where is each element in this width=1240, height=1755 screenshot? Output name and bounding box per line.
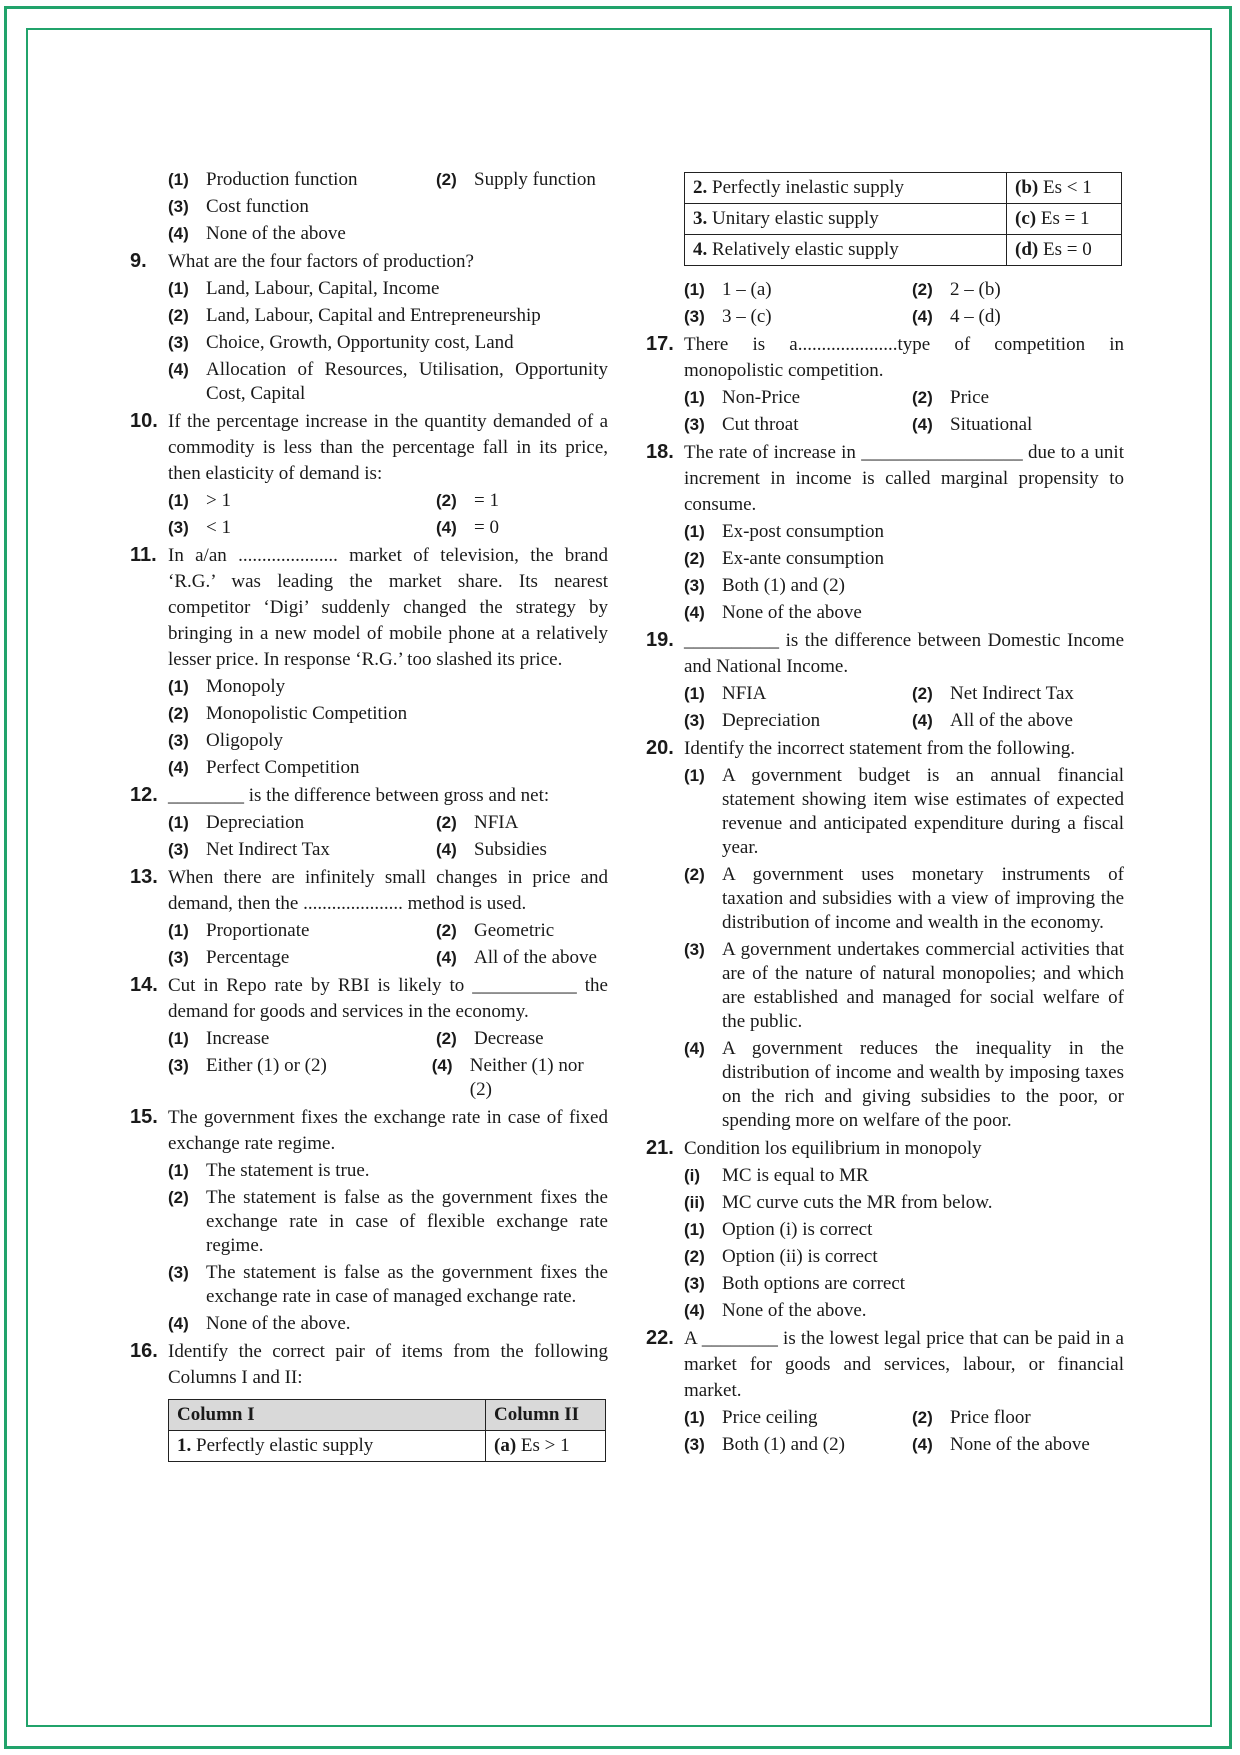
q20-options bbox=[684, 764, 1124, 1133]
table-row bbox=[685, 204, 1122, 235]
table-cell: 4. Relatively elastic supply bbox=[685, 235, 1007, 266]
question-text: In a/an ..................... market of television, the brand ‘R.G.’ was leading the market share. Its nearest competitor ‘Digi’ suddenly changed the strategy by bringing in a new model of mobile phone at a relatively lesser price. In response ‘R.G.’ too slashed its price. bbox=[168, 545, 608, 670]
q15-options bbox=[168, 1159, 608, 1336]
option[interactable]: (2) Option (ii) is correct bbox=[684, 1246, 878, 1267]
option[interactable]: (4) None of the above bbox=[912, 1434, 1090, 1455]
table-row bbox=[169, 1431, 606, 1462]
question-text: If the percentage increase in the quantity demanded of a commodity is less than the percentage fall in its price, then elasticity of demand is: bbox=[168, 411, 608, 484]
question-20 bbox=[646, 736, 1124, 762]
option[interactable]: (4) Situational bbox=[912, 414, 1033, 435]
statement: (ii) MC curve cuts the MR from below. bbox=[684, 1192, 993, 1213]
option[interactable]: (3) Both options are correct bbox=[684, 1273, 906, 1294]
option-row bbox=[168, 1027, 608, 1051]
question-number: 19. bbox=[646, 629, 674, 651]
option[interactable]: (4) None of the above bbox=[684, 602, 862, 623]
option[interactable]: (1) Land, Labour, Capital, Income bbox=[168, 278, 440, 299]
question-11 bbox=[130, 543, 608, 673]
question-19 bbox=[646, 628, 1124, 680]
option[interactable]: (1) Proportionate bbox=[168, 920, 310, 941]
option[interactable]: (3) The statement is false as the government fixes the exchange rate in case of managed exchange rate. bbox=[168, 1262, 608, 1307]
table-cell: (d) Es = 0 bbox=[1007, 235, 1122, 266]
question-14 bbox=[130, 973, 608, 1025]
table-cell: 3. Unitary elastic supply bbox=[685, 204, 1007, 235]
option-row bbox=[168, 919, 608, 943]
q14-options bbox=[168, 1027, 608, 1102]
question-text: What are the four factors of production? bbox=[168, 251, 474, 272]
question-16 bbox=[130, 1339, 608, 1391]
question-number: 22. bbox=[646, 1327, 674, 1349]
option[interactable]: (2) Decrease bbox=[436, 1028, 544, 1049]
question-number: 21. bbox=[646, 1137, 674, 1159]
option[interactable]: (3) Both (1) and (2) bbox=[684, 575, 845, 596]
q13-options bbox=[168, 919, 608, 970]
option[interactable]: (4) Perfect Competition bbox=[168, 757, 360, 778]
question-text: Identify the correct pair of items from the following Columns I and II: bbox=[168, 1341, 608, 1388]
option[interactable]: (4) All of the above bbox=[436, 947, 597, 968]
option[interactable]: (3) A government undertakes commercial activities that are of the nature of natural monopolies; and which are established and managed for social welfare of the public. bbox=[684, 939, 1124, 1032]
question-number: 11. bbox=[130, 544, 157, 566]
question-17 bbox=[646, 332, 1124, 384]
option-row bbox=[168, 811, 608, 835]
option[interactable]: (2) Price bbox=[912, 387, 990, 408]
option[interactable]: (3) < 1 bbox=[168, 517, 231, 538]
option[interactable]: (4) All of the above bbox=[912, 710, 1073, 731]
option[interactable]: (3) Percentage bbox=[168, 947, 290, 968]
question-number: 9. bbox=[130, 250, 147, 272]
q22-options bbox=[684, 1406, 1124, 1457]
option-row bbox=[168, 168, 608, 192]
option[interactable]: (2) = 1 bbox=[436, 490, 499, 511]
option[interactable]: (4) None of the above. bbox=[684, 1300, 867, 1321]
q8-options bbox=[168, 168, 608, 246]
match-table-cont-wrap bbox=[684, 172, 1124, 266]
option[interactable]: (1) Increase bbox=[168, 1028, 270, 1049]
option[interactable]: (2) Ex-ante consumption bbox=[684, 548, 884, 569]
option[interactable]: (3) Choice, Growth, Opportunity cost, Land bbox=[168, 332, 514, 353]
question-21 bbox=[646, 1136, 1124, 1162]
question-number: 20. bbox=[646, 737, 674, 759]
q21-statements bbox=[684, 1164, 1124, 1323]
option-row bbox=[684, 305, 1124, 329]
question-text: The rate of increase in _________________ due to a unit increment in income is called marginal propensity to consume. bbox=[684, 442, 1124, 515]
question-number: 14. bbox=[130, 974, 158, 996]
option[interactable]: (4) None of the above. bbox=[168, 1313, 351, 1334]
table-row bbox=[685, 173, 1122, 204]
option[interactable]: (1) > 1 bbox=[168, 490, 231, 511]
question-text: When there are infinitely small changes in price and demand, then the ..................... method is used. bbox=[168, 867, 608, 914]
option[interactable]: (2) Geometric bbox=[436, 920, 555, 941]
option[interactable]: (4) Neither (1) nor (2) bbox=[431, 1055, 584, 1100]
option[interactable]: (1) Depreciation bbox=[168, 812, 305, 833]
option[interactable]: (2) Price floor bbox=[912, 1407, 1031, 1428]
question-15 bbox=[130, 1105, 608, 1157]
option[interactable]: (3) Depreciation bbox=[684, 710, 821, 731]
question-text: Identify the incorrect statement from the following. bbox=[684, 738, 1075, 759]
option[interactable]: (4) = 0 bbox=[436, 517, 499, 538]
right-column bbox=[646, 174, 1124, 1460]
option-row bbox=[684, 682, 1124, 706]
option[interactable]: (4) A government reduces the inequality in the distribution of income and wealth by imposing taxes on the rich and giving subsidies to the poor, or spending more on welfare of the poor. bbox=[684, 1038, 1124, 1131]
q10-options bbox=[168, 489, 608, 540]
option-row bbox=[168, 946, 608, 970]
match-table-part2 bbox=[684, 172, 1122, 266]
question-number: 15. bbox=[130, 1106, 158, 1128]
option[interactable]: (3) Cut throat bbox=[684, 414, 799, 435]
option[interactable]: (1) Non-Price bbox=[684, 387, 801, 408]
question-12 bbox=[130, 783, 608, 809]
option[interactable]: (3) Net Indirect Tax bbox=[168, 839, 330, 860]
option[interactable]: (4) None of the above bbox=[168, 223, 346, 244]
match-table-wrap bbox=[168, 1399, 608, 1462]
table-cell: 2. Perfectly inelastic supply bbox=[685, 173, 1007, 204]
option[interactable]: (4) Subsidies bbox=[436, 839, 547, 860]
option[interactable]: (1) Production function bbox=[168, 169, 358, 190]
question-text: Cut in Repo rate by RBI is likely to ___________ the demand for goods and services in the economy. bbox=[168, 975, 608, 1022]
option[interactable]: (2) The statement is false as the government fixes the exchange rate in case of flexible exchange rate regime. bbox=[168, 1187, 608, 1256]
option[interactable]: (1) Ex-post consumption bbox=[684, 521, 885, 542]
option[interactable]: (4) 4 – (d) bbox=[912, 306, 1001, 327]
question-13 bbox=[130, 865, 608, 917]
option[interactable]: (3) 3 – (c) bbox=[684, 306, 772, 327]
question-number: 10. bbox=[130, 410, 158, 432]
option-row bbox=[684, 1433, 1124, 1457]
option-row bbox=[168, 1054, 608, 1102]
column-1-header: Column I bbox=[169, 1400, 486, 1431]
option-row bbox=[684, 278, 1124, 302]
question-number: 12. bbox=[130, 784, 158, 806]
statement: (i) MC is equal to MR bbox=[684, 1165, 869, 1186]
option-row bbox=[684, 709, 1124, 733]
question-number: 18. bbox=[646, 441, 674, 463]
q12-options bbox=[168, 811, 608, 862]
option[interactable]: (2) Monopolistic Competition bbox=[168, 703, 408, 724]
question-text: Condition los equilibrium in monopoly bbox=[684, 1138, 982, 1159]
option[interactable]: (1) The statement is true. bbox=[168, 1160, 370, 1181]
option-row bbox=[168, 489, 608, 513]
option[interactable]: (1) Price ceiling bbox=[684, 1407, 818, 1428]
q16-options bbox=[684, 278, 1124, 329]
q17-options bbox=[684, 386, 1124, 437]
question-text: A ________ is the lowest legal price that can be paid in a market for goods and services, labour, or financial market. bbox=[684, 1328, 1124, 1401]
table-header-row bbox=[169, 1400, 606, 1431]
spacer bbox=[646, 266, 1124, 276]
option[interactable]: (1) A government budget is an annual financial statement showing item wise estimates of expected revenue and anticipated expenditure during a fiscal year. bbox=[684, 765, 1124, 858]
left-column bbox=[130, 166, 608, 1462]
q19-options bbox=[684, 682, 1124, 733]
question-text: The government fixes the exchange rate in case of fixed exchange rate regime. bbox=[168, 1107, 608, 1154]
option[interactable]: (3) Either (1) or (2) bbox=[168, 1055, 327, 1076]
question-22 bbox=[646, 1326, 1124, 1404]
option[interactable]: (3) Oligopoly bbox=[168, 730, 284, 751]
option[interactable]: (2) 2 – (b) bbox=[912, 279, 1001, 300]
option-row bbox=[168, 838, 608, 862]
option[interactable]: (1) NFIA bbox=[684, 683, 767, 704]
table-cell: (c) Es = 1 bbox=[1007, 204, 1122, 235]
option-row bbox=[168, 516, 608, 540]
q11-options bbox=[168, 675, 608, 780]
table-cell: (b) Es < 1 bbox=[1007, 173, 1122, 204]
question-number: 13. bbox=[130, 866, 158, 888]
table-cell: (a) Es > 1 bbox=[486, 1431, 606, 1462]
question-text: There is a.....................type of competition in monopolistic competition. bbox=[684, 334, 1124, 381]
option[interactable]: (1) Monopoly bbox=[168, 676, 286, 697]
question-10 bbox=[130, 409, 608, 487]
option[interactable]: (2) Supply function bbox=[436, 169, 596, 190]
question-number: 17. bbox=[646, 333, 674, 355]
table-cell: 1. Perfectly elastic supply bbox=[169, 1431, 486, 1462]
option[interactable]: (1) Option (i) is correct bbox=[684, 1219, 873, 1240]
table-row bbox=[685, 235, 1122, 266]
option[interactable]: (1) 1 – (a) bbox=[684, 279, 772, 300]
q9-options bbox=[168, 277, 608, 406]
option[interactable]: (4) Allocation of Resources, Utilisation, Opportunity Cost, Capital bbox=[168, 359, 608, 404]
option[interactable]: (3) Cost function bbox=[168, 196, 309, 217]
question-text: ________ is the difference between gross and net: bbox=[168, 785, 550, 806]
option[interactable]: (2) Land, Labour, Capital and Entrepreneurship bbox=[168, 305, 541, 326]
option[interactable]: (2) NFIA bbox=[436, 812, 519, 833]
option[interactable]: (2) Net Indirect Tax bbox=[912, 683, 1074, 704]
option[interactable]: (2) A government uses monetary instruments of taxation and subsidies with a view of improving the distribution of income and wealth in the economy. bbox=[684, 864, 1124, 933]
question-number: 16. bbox=[130, 1340, 158, 1362]
option[interactable]: (3) Both (1) and (2) bbox=[684, 1434, 845, 1455]
q18-options bbox=[684, 520, 1124, 625]
option-row bbox=[684, 1406, 1124, 1430]
question-text: __________ is the difference between Domestic Income and National Income. bbox=[684, 630, 1124, 677]
question-18 bbox=[646, 440, 1124, 518]
column-2-header: Column II bbox=[486, 1400, 606, 1431]
match-table-part1 bbox=[168, 1399, 606, 1462]
question-9 bbox=[130, 249, 608, 275]
option-row bbox=[684, 413, 1124, 437]
option-row bbox=[684, 386, 1124, 410]
